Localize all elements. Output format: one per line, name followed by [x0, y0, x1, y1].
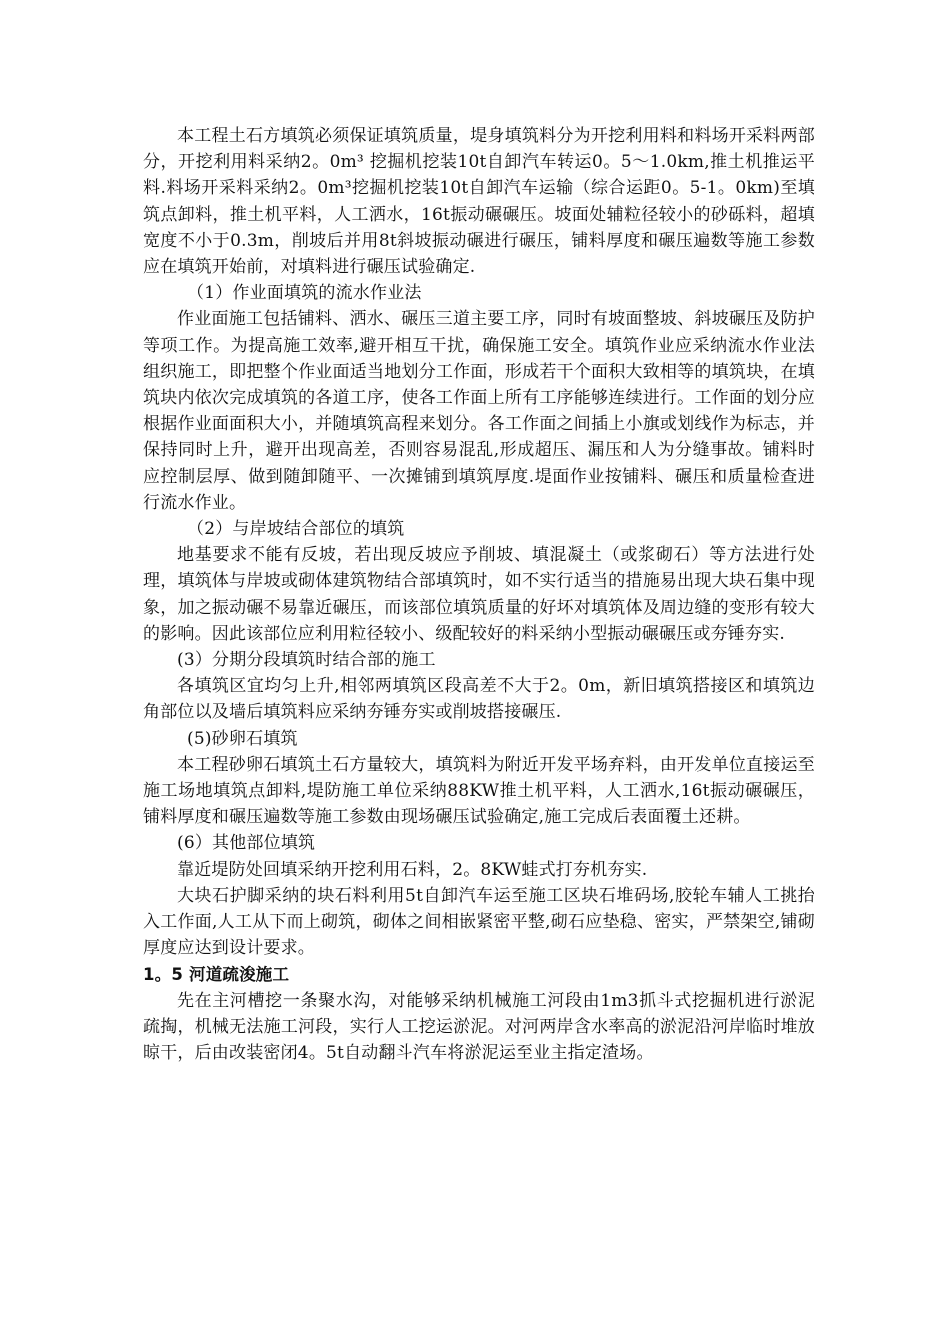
paragraph-flow-operation: 作业面施工包括铺料、洒水、碾压三道主要工序，同时有坡面整坡、斜坡碾压及防护等项工作。为提高施工效率,避开相互干扰，确保施工安全。填筑作业应采纳流水作业法组织施工，即把整个作业面适当地划分工作面，形成若干个面积大致相等的填筑块，在填筑块内依次完成填筑的各道工序，使各工作面上所有工序能够连续进行。工作面的划分应根据作业面面积大小，并随填筑高程来划分。各工作面之间插上小旗或划线作为标志，并保持同时上升，避开出现高差，否则容易混乱,形成超压、漏压和人为分缝事故。铺料时应控制层厚、做到随卸随平、一次摊铺到填筑厚度.堤面作业按铺料、碾压和质量检查进行流水作业。 — [143, 309, 815, 513]
subheading-other-filling: (6）其他部位填筑 — [177, 833, 316, 854]
paragraph-bank-junction: 地基要求不能有反坡，若出现反坡应予削坡、填混凝土（或浆砌石）等方法进行处理，填筑体与岸坡或砌体建筑物结合部填筑时，如不实行适当的措施易出现大块石集中现象，加之振动碾不易靠近碾压，而该部位填筑质量的好坏对填筑体及周边缝的变形有较大的影响。因此该部位应利用粒径较小、级配较好的料采纳小型振动碾碾压或夯锤夯实. — [143, 545, 815, 644]
paragraph-other-filling: 靠近堤防处回填采纳开挖利用石料，2。8KW蛙式打夯机夯实. — [177, 859, 648, 880]
paragraph-riprap-toe: 大块石护脚采纳的块石料利用5t自卸汽车运至施工区块石堆码场,胶轮车辅人工挑抬入工作面,人工从下而上砌筑，砌体之间相嵌紧密平整,砌石应垫稳、密实，严禁架空,铺砌厚度应达到设计要求。 — [143, 885, 815, 959]
paragraph-earthwork-intro: 本工程土石方填筑必须保证填筑质量，堤身填筑料分为开挖利用料和料场开采料两部分，开挖利用料采纳2。0m³ 挖掘机挖装10t自卸汽车转运0。5～1.0km,推土机推运平料.料场开采料采纳2。0m³挖掘机挖装10t自卸汽车运输（综合运距0。5-1。0km)至填筑点卸料，推土机平料，人工洒水，16t振动碾碾压。坡面处辅粒径较小的砂砾料，超填宽度不小于0.3m，削坡后并用8t斜坡振动碾进行碾压，铺料厚度和碾压遍数等施工参数应在填筑开始前，对填料进行碾压试验确定. — [143, 126, 815, 278]
subheading-flow-operation: （1）作业面填筑的流水作业法 — [187, 283, 422, 304]
subheading-gravel-filling: (5)砂卵石填筑 — [187, 728, 298, 749]
paragraph-gravel-filling: 本工程砂卵石填筑土石方量较大，填筑料为附近开发平场弃料，由开发单位直接运至施工场地填筑点卸料,堤防施工单位采纳88KW推土机平料，人工洒水,16t振动碾碾压，铺料厚度和碾压遍数等施工参数由现场碾压试验确定,施工完成后表面覆土还耕。 — [143, 754, 815, 828]
paragraph-dredging: 先在主河槽挖一条聚水沟，对能够采纳机械施工河段由1m3抓斗式挖掘机进行淤泥疏掏，机械无法施工河段，实行人工挖运淤泥。对河两岸含水率高的淤泥沿河岸临时堆放晾干，后由改装密闭4。5t自动翻斗汽车将淤泥运至业主指定渣场。 — [143, 990, 815, 1064]
paragraph-staged-filling: 各填筑区宜均匀上升,相邻两填筑区段高差不大于2。0m，新旧填筑搭接区和填筑边角部位以及墙后填筑料应采纳夯锤夯实或削坡搭接碾压. — [143, 676, 815, 723]
subheading-staged-filling: (3）分期分段填筑时结合部的施工 — [177, 650, 436, 671]
document-body — [143, 123, 815, 1066]
subheading-bank-junction: （2）与岸坡结合部位的填筑 — [187, 519, 405, 540]
section-heading-dredging: 1。5 河道疏浚施工 — [143, 964, 290, 984]
